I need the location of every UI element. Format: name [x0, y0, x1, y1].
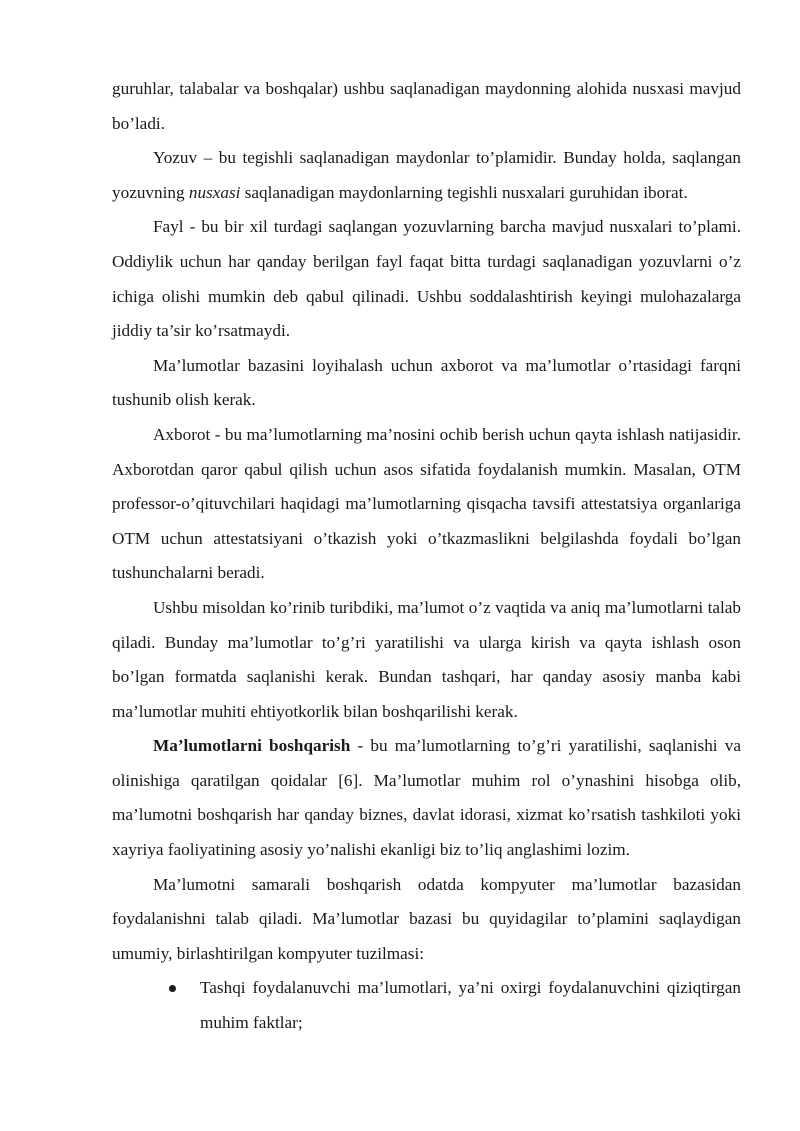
term-data-management: Ma’lumotlarni boshqarish	[153, 736, 351, 756]
paragraph-2-end: saqlanadigan maydonlarning tegishli nusxalari guruhidan iborat.	[240, 182, 688, 202]
list-item-text: Tashqi foydalanuvchi ma’lumotlari, ya’ni oxirgi foydalanuvchini qiziqtirgan muhim faktlar;	[200, 978, 741, 1033]
paragraph-effective-management: Ma’lumotni samarali boshqarish odatda kompyuter ma’lumotlar bazasidan foydalanishni talab qiladi. Ma’lumotlar bazasi bu quyidagilar to’plamini saqlaydigan umumiy, birlashtirilgan kompyuter tuzilmasi:	[112, 874, 741, 963]
paragraph-information-definition: Axborot - bu ma’lumotlarning ma’nosini ochib berish uchun qayta ishlash natijasidir. Axborotdan qaror qabul qilish uchun asos sifatida foydalanish mumkin. Masalan, OTM professor-o’qituvchilari haqidagi ma’lumotlarning qisqacha tavsifi attestatsiya organlariga OTM uchun attestatsiyani o’tkazish yoki o’tkazmaslikni belgilashda foydali bo’lgan tushunchalarni beradi.	[112, 424, 741, 583]
paragraph-record-definition	[112, 141, 741, 210]
paragraph-2-start: Yozuv – bu tegishli saqlanadigan maydonlar to’plamidir. Bunday holda, saqlangan yozuvning	[112, 148, 741, 202]
paragraph-file-definition: Fayl - bu bir xil turdagi saqlangan yozuvlarning barcha mavjud nusxalari to’plami. Oddiylik uchun har qanday berilgan fayl faqat bitta turdagi saqlanadigan yozuvlarni o’z ichiga olishi mumkin deb qabul qilinadi. Ushbu soddalashtirish keyingi mulohazalarga jiddiy ta’sir ko’rsatmaydi.	[112, 217, 741, 341]
paragraph-database-design: Ma’lumotlar bazasini loyihalash uchun axborot va ma’lumotlar o’rtasidagi farqni tushunib olish kerak.	[112, 355, 741, 410]
paragraph-example-conclusion: Ushbu misoldan ko’rinib turibdiki, ma’lumot o’z vaqtida va aniq ma’lumotlarni talab qiladi. Bunday ma’lumotlar to’g’ri yaratilishi va ularga kirish va qayta ishlash oson bo’lgan formatda saqlanishi kerak. Bundan tashqari, har qanday asosiy manba kabi ma’lumotlar muhiti ehtiyotkorlik bilan boshqarilishi kerak.	[112, 597, 741, 721]
bullet-list	[112, 971, 741, 1040]
list-item	[200, 971, 741, 1040]
paragraph-1: guruhlar, talabalar va boshqalar) ushbu saqlanadigan maydonning alohida nusxasi mavjud bo’ladi.	[112, 79, 741, 133]
document-page	[112, 72, 741, 1041]
bullet-icon	[169, 985, 176, 992]
paragraph-data-management	[112, 729, 741, 867]
paragraph-7-rest: - bu ma’lumotlarning to’g’ri yaratilishi, saqlanishi va olinishiga qaratilgan qoidalar [6]. Ma’lumotlar muhim rol o’ynashini hisobga olib, ma’lumotni boshqarish har qanday biznes, davlat idorasi, xizmat ko’rsatish tashkiloti yoki xayriya faoliyatining asosiy yo’nalishi ekanligi biz to’liq anglashimi lozim.	[112, 736, 741, 860]
emphasis-nusxasi: nusxasi	[188, 182, 241, 202]
